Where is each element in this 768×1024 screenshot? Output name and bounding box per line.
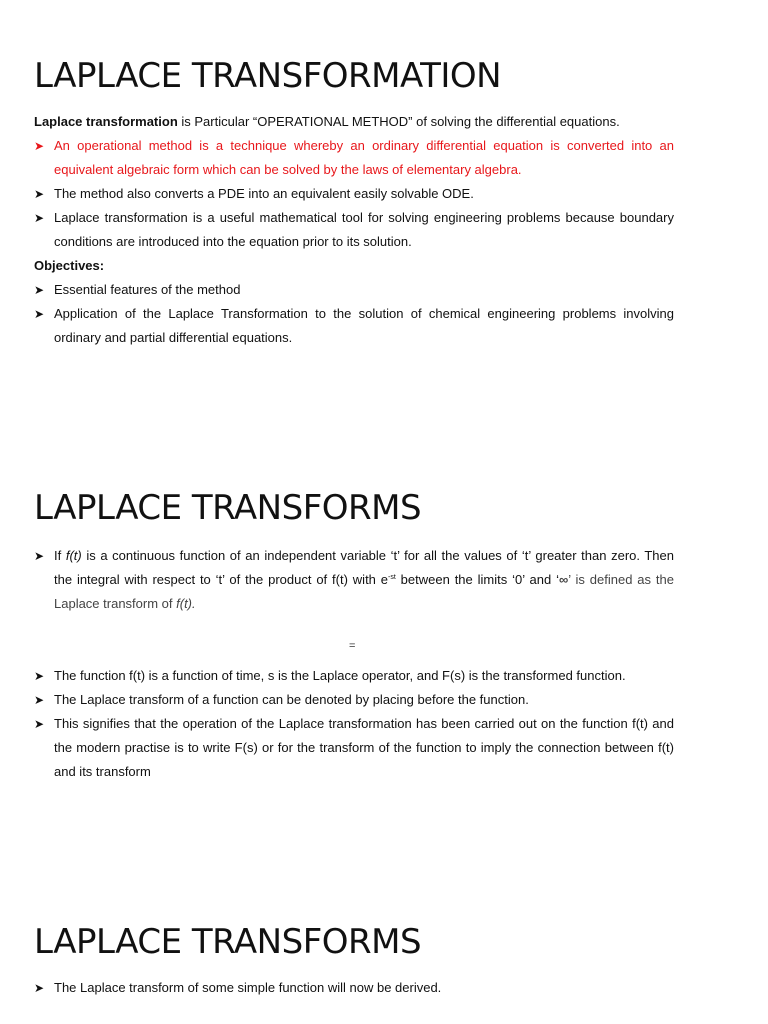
list-item-text: The Laplace transform of some simple function will now be derived. xyxy=(54,980,442,995)
arrowhead-bullet-icon: ➤ xyxy=(34,187,45,201)
arrowhead-bullet-icon: ➤ xyxy=(34,283,45,297)
intro-bold-term: Laplace transformation xyxy=(34,114,178,129)
section-title: LAPLACE TRANSFORMATION xyxy=(34,56,502,96)
list-item xyxy=(34,302,674,350)
intro-paragraph xyxy=(34,110,674,134)
objectives-label: Objectives: xyxy=(34,258,105,273)
list-item xyxy=(34,544,674,616)
arrowhead-bullet-icon: ➤ xyxy=(34,717,45,731)
list-item xyxy=(34,688,674,712)
list-item xyxy=(34,134,674,182)
objectives-heading xyxy=(34,254,674,278)
list-item-text: Laplace transformation is a useful mathematical tool for solving engineering problems because boundary conditions are introduced into the equation prior to its solution. xyxy=(54,210,674,249)
list-item-text: Essential features of the method xyxy=(54,282,241,297)
arrowhead-bullet-icon: ➤ xyxy=(34,307,45,321)
intro-text: is Particular “OPERATIONAL METHOD” of solving the differential equations. xyxy=(177,114,620,129)
arrowhead-bullet-icon: ➤ xyxy=(34,981,45,995)
list-item-text: The Laplace transform of a function can be denoted by placing before the function. xyxy=(54,692,529,707)
section-title: LAPLACE TRANSFORMS xyxy=(34,922,422,962)
list-item-text: This signifies that the operation of the Laplace transformation has been carried out on the function f(t) and the modern practise is to write F(s) or for the transform of the function to imply the connection between f(t) and its transform xyxy=(54,716,674,779)
arrowhead-bullet-icon: ➤ xyxy=(34,211,45,225)
section-laplace-transforms-2 xyxy=(34,922,674,1000)
arrowhead-bullet-icon: ➤ xyxy=(34,139,45,153)
text-run: is a continuous function of an independent variable ‘t’ for all the values of ‘t’ greater than zero. Then the integral with respect to ‘t’ of the product of f(t) with e xyxy=(54,548,674,587)
list-item-text: Application of the Laplace Transformation to the solution of chemical engineering problems involving ordinary and partial differential equations. xyxy=(54,306,674,345)
section-laplace-transforms-cont xyxy=(34,664,674,784)
bullet-list xyxy=(34,544,674,616)
bullet-list xyxy=(34,976,674,1000)
list-item xyxy=(34,664,674,688)
arrowhead-bullet-icon: ➤ xyxy=(34,669,45,683)
list-item xyxy=(34,712,674,784)
equation-placeholder: = xyxy=(349,640,356,652)
function-symbol: f(t). xyxy=(176,596,196,611)
section-title: LAPLACE TRANSFORMS xyxy=(34,488,422,528)
list-item xyxy=(34,976,674,1000)
list-item xyxy=(34,182,674,206)
objectives-list xyxy=(34,278,674,350)
list-item xyxy=(34,278,674,302)
list-item xyxy=(34,206,674,254)
section-laplace-transforms xyxy=(34,488,674,616)
section-laplace-transformation xyxy=(34,56,674,350)
text-run: between the limits ‘0’ and ‘ xyxy=(395,572,559,587)
list-item-text: The function f(t) is a function of time, s is the Laplace operator, and F(s) is the transformed function. xyxy=(54,668,626,683)
bullet-list xyxy=(34,134,674,254)
arrowhead-bullet-icon: ➤ xyxy=(34,549,45,563)
text-run: If xyxy=(54,548,66,563)
infinity-symbol: ∞ xyxy=(558,572,569,587)
bullet-list xyxy=(34,664,674,784)
exponent: -st xyxy=(388,574,396,581)
arrowhead-bullet-icon: ➤ xyxy=(34,693,45,707)
list-item-text: An operational method is a technique whereby an ordinary differential equation is converted into an equivalent algebraic form which can be solved by the laws of elementary algebra. xyxy=(54,138,674,177)
list-item-text: The method also converts a PDE into an equivalent easily solvable ODE. xyxy=(54,186,474,201)
text-run: ’ is defined as the Laplace transform of xyxy=(54,572,674,611)
function-symbol: f(t) xyxy=(65,548,82,563)
